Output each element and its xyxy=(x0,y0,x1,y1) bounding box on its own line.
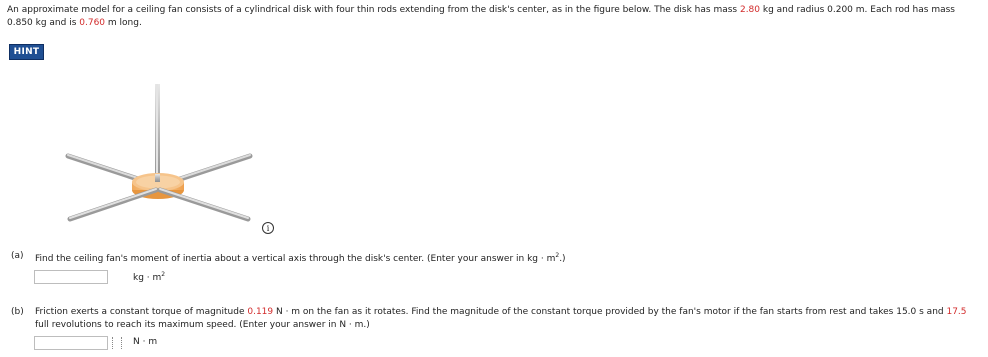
part-a-unit-text: kg · m xyxy=(133,273,162,283)
part-b-answer-input[interactable] xyxy=(34,336,108,350)
part-a-text-end: .) xyxy=(559,254,566,264)
friction-torque-value: 0.119 xyxy=(247,307,274,317)
intro-text-3: m long. xyxy=(105,17,142,28)
revolutions-value: 17.5 xyxy=(946,307,967,317)
hint-button[interactable]: HINT xyxy=(9,44,44,60)
part-b-text-3: full revolutions to reach its maximum speed. (Enter your answer in N · m.) xyxy=(35,319,370,330)
part-a-text: Find the ceiling fan's moment of inertia about a vertical axis through the disk's center. (Enter your answer in kg · m xyxy=(35,254,556,264)
ceiling-fan-diagram xyxy=(60,78,280,238)
info-circle-icon[interactable]: i xyxy=(262,222,274,234)
part-a-label: (a) xyxy=(11,251,24,261)
part-b-label: (b) xyxy=(11,307,24,317)
part-b-text-1: Friction exerts a constant torque of magnitude xyxy=(35,307,248,317)
part-a-text-sup: 2 xyxy=(555,252,560,259)
part-b-text-2: N · m on the fan as it rotates. Find the magnitude of the constant torque provided by the fan's motor if the fan starts from rest and takes 15.0 s and xyxy=(273,307,947,317)
ceiling-fan-figure xyxy=(60,78,280,238)
part-a-unit-sup: 2 xyxy=(161,271,166,278)
input-marker xyxy=(112,337,122,349)
part-a-answer-input[interactable] xyxy=(34,270,108,284)
problem-statement xyxy=(7,4,983,29)
part-a-unit xyxy=(133,271,165,283)
disk-mass-value: 2.80 xyxy=(739,5,761,15)
rod-length-value: 0.760 xyxy=(79,17,106,28)
intro-text-1: An approximate model for a ceiling fan consists of a cylindrical disk with four thin rods extending from the disk's center, as in the figure below. The disk has mass xyxy=(7,5,740,15)
intro-text-2: kg and radius 0.200 m. Each rod has mass 0.850 kg and is xyxy=(7,5,955,28)
part-b-unit: N · m xyxy=(133,337,158,347)
